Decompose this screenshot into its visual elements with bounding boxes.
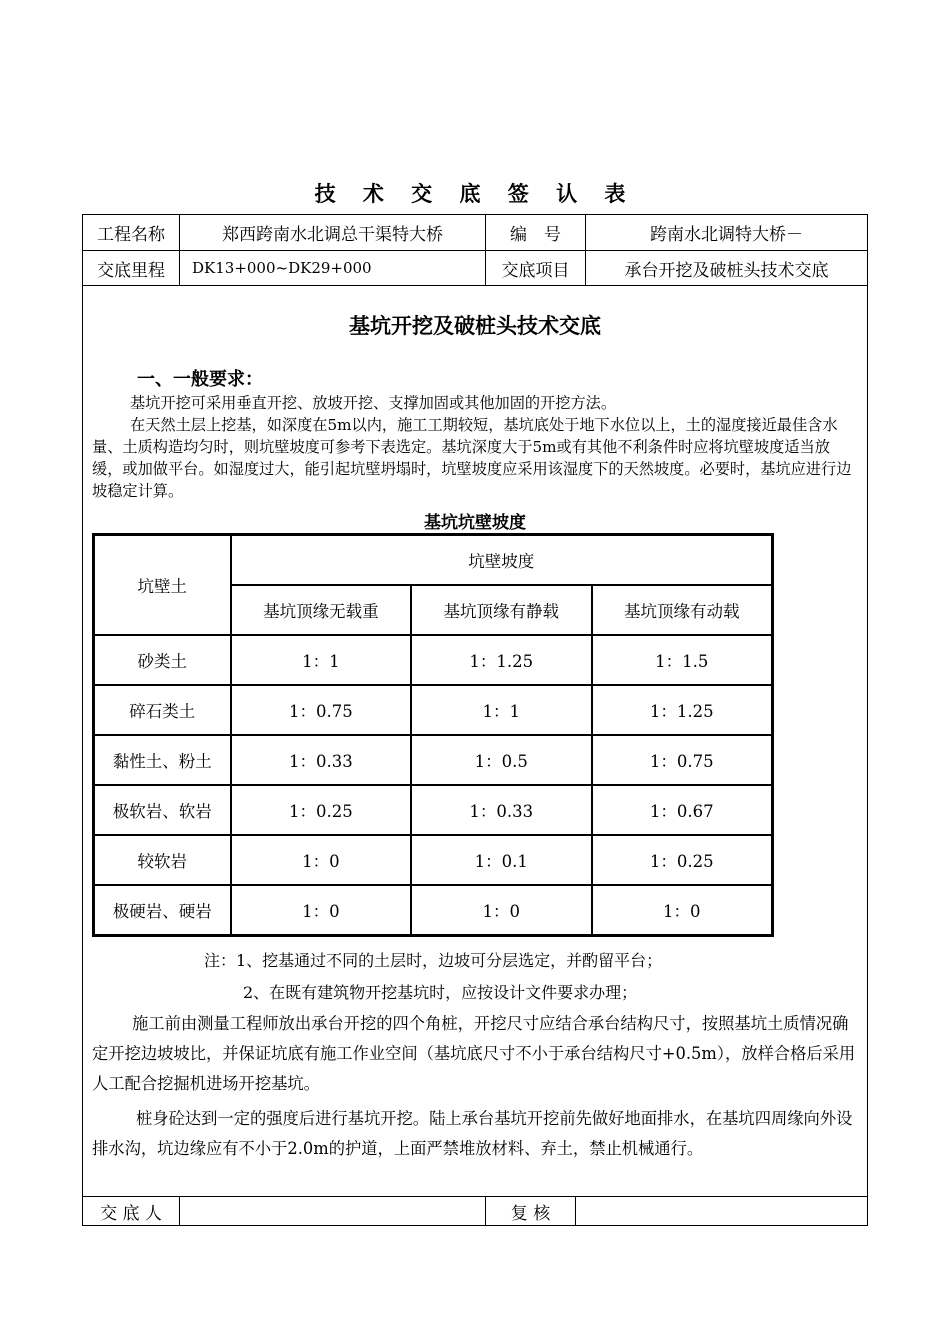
value-cell: 1：0 bbox=[231, 885, 411, 935]
value-cell: 1：0.75 bbox=[592, 735, 772, 785]
item-value: 承台开挖及破桩头技术交底 bbox=[624, 260, 829, 281]
value-cell: 1：0.67 bbox=[592, 785, 772, 835]
reviewer-value[interactable] bbox=[576, 1197, 867, 1225]
paragraph-3 bbox=[92, 1009, 860, 1099]
table-row bbox=[94, 885, 772, 935]
value-cell: 1：0 bbox=[592, 885, 772, 935]
value-cell: 1：1 bbox=[231, 635, 411, 685]
number-label: 编 号 bbox=[486, 215, 586, 250]
form-title: 技 术 交 底 签 认 表 bbox=[314, 181, 636, 206]
table-row bbox=[94, 635, 772, 685]
table-row bbox=[94, 785, 772, 835]
table-header-row bbox=[94, 535, 772, 585]
header-row-project bbox=[83, 215, 867, 251]
mileage-label: 交底里程 bbox=[83, 251, 180, 285]
value-cell: 1：0.5 bbox=[411, 735, 591, 785]
value-cell: 1：1.25 bbox=[592, 685, 772, 735]
paragraph-4 bbox=[92, 1104, 860, 1164]
slope-table bbox=[92, 533, 774, 937]
section-heading: 一、一般要求： bbox=[137, 369, 263, 390]
subheader-dynamic-load: 基坑顶缘有动载 bbox=[592, 585, 772, 635]
header-row-mileage bbox=[83, 251, 867, 286]
value-cell: 1：0.75 bbox=[231, 685, 411, 735]
value-cell: 1：0 bbox=[411, 885, 591, 935]
value-cell: 1：0.1 bbox=[411, 835, 591, 885]
paragraph-2-text: 在天然土层上挖基，如深度在5m以内，施工工期较短，基坑底处于地下水位以上，土的湿度接近最佳含水量、土质构造均匀时，则坑壁坡度可参考下表选定。基坑深度大于5m或有其他不利条件时应将坑壁坡度适当放缓，或加做平台。如湿度过大，能引起坑壁坍塌时，坑壁坡度应采用该湿度下的天然坡度。必要时，基坑应进行边坡稳定计算。 bbox=[92, 416, 852, 500]
subheader-no-load: 基坑顶缘无载重 bbox=[231, 585, 411, 635]
table-row bbox=[94, 735, 772, 785]
reviewer-label: 复 核 bbox=[486, 1197, 576, 1225]
discloser-value[interactable] bbox=[180, 1197, 486, 1225]
value-cell: 1：0.33 bbox=[231, 735, 411, 785]
slope-table-title: 基坑坑壁坡度 bbox=[424, 513, 526, 533]
number-value: 跨南水北调特大桥－ bbox=[650, 225, 803, 245]
paragraph-3-text: 施工前由测量工程师放出承台开挖的四个角桩，开挖尺寸应结合承台结构尺寸，按照基坑土质情况确定开挖边坡坡比，并保证坑底有施工作业空间（基坑底尺寸不小于承台结构尺寸+0.5m），放样合格后采用人工配合挖掘机进场开挖基坑。 bbox=[92, 1014, 856, 1093]
value-cell: 1：0.25 bbox=[592, 835, 772, 885]
value-cell: 1：1.5 bbox=[592, 635, 772, 685]
table-row bbox=[94, 835, 772, 885]
paragraph-4-text: 桩身砼达到一定的强度后进行基坑开挖。陆上承台基坑开挖前先做好地面排水，在基坑四周缘向外设排水沟，坑边缘应有不小于2.0m的护道，上面严禁堆放材料、弃土，禁止机械通行。 bbox=[92, 1109, 853, 1158]
note-2: 2、在既有建筑物开挖基坑时，应按设计文件要求办理； bbox=[243, 983, 638, 1002]
footer-row bbox=[83, 1196, 867, 1225]
soil-cell: 碎石类土 bbox=[94, 685, 231, 735]
soil-cell: 极硬岩、硬岩 bbox=[94, 885, 231, 935]
header-slope-group: 坑壁坡度 bbox=[231, 535, 772, 585]
project-name-label: 工程名称 bbox=[83, 215, 180, 250]
soil-cell: 砂类土 bbox=[94, 635, 231, 685]
document-title: 基坑开挖及破桩头技术交底 bbox=[349, 314, 601, 338]
discloser-label: 交 底 人 bbox=[83, 1197, 180, 1225]
paragraph-2 bbox=[92, 414, 860, 502]
subheader-static-load: 基坑顶缘有静载 bbox=[411, 585, 591, 635]
value-cell: 1：0.25 bbox=[231, 785, 411, 835]
value-cell: 1：0.33 bbox=[411, 785, 591, 835]
paragraph-1-text: 基坑开挖可采用垂直开挖、放坡开挖、支撑加固或其他加固的开挖方法。 bbox=[130, 394, 616, 412]
item-label: 交底项目 bbox=[486, 251, 586, 285]
paragraph-1 bbox=[92, 392, 860, 414]
header-soil: 坑壁土 bbox=[94, 535, 231, 635]
value-cell: 1：1 bbox=[411, 685, 591, 735]
soil-cell: 黏性土、粉土 bbox=[94, 735, 231, 785]
mileage-value: DK13+000~DK29+000 bbox=[180, 251, 486, 285]
soil-cell: 极软岩、软岩 bbox=[94, 785, 231, 835]
value-cell: 1：1.25 bbox=[411, 635, 591, 685]
value-cell: 1：0 bbox=[231, 835, 411, 885]
project-name-value: 郑西跨南水北调总干渠特大桥 bbox=[180, 215, 486, 250]
note-1: 注：1、挖基通过不同的土层时，边坡可分层选定，并酌留平台； bbox=[204, 951, 663, 970]
soil-cell: 较软岩 bbox=[94, 835, 231, 885]
table-row bbox=[94, 685, 772, 735]
